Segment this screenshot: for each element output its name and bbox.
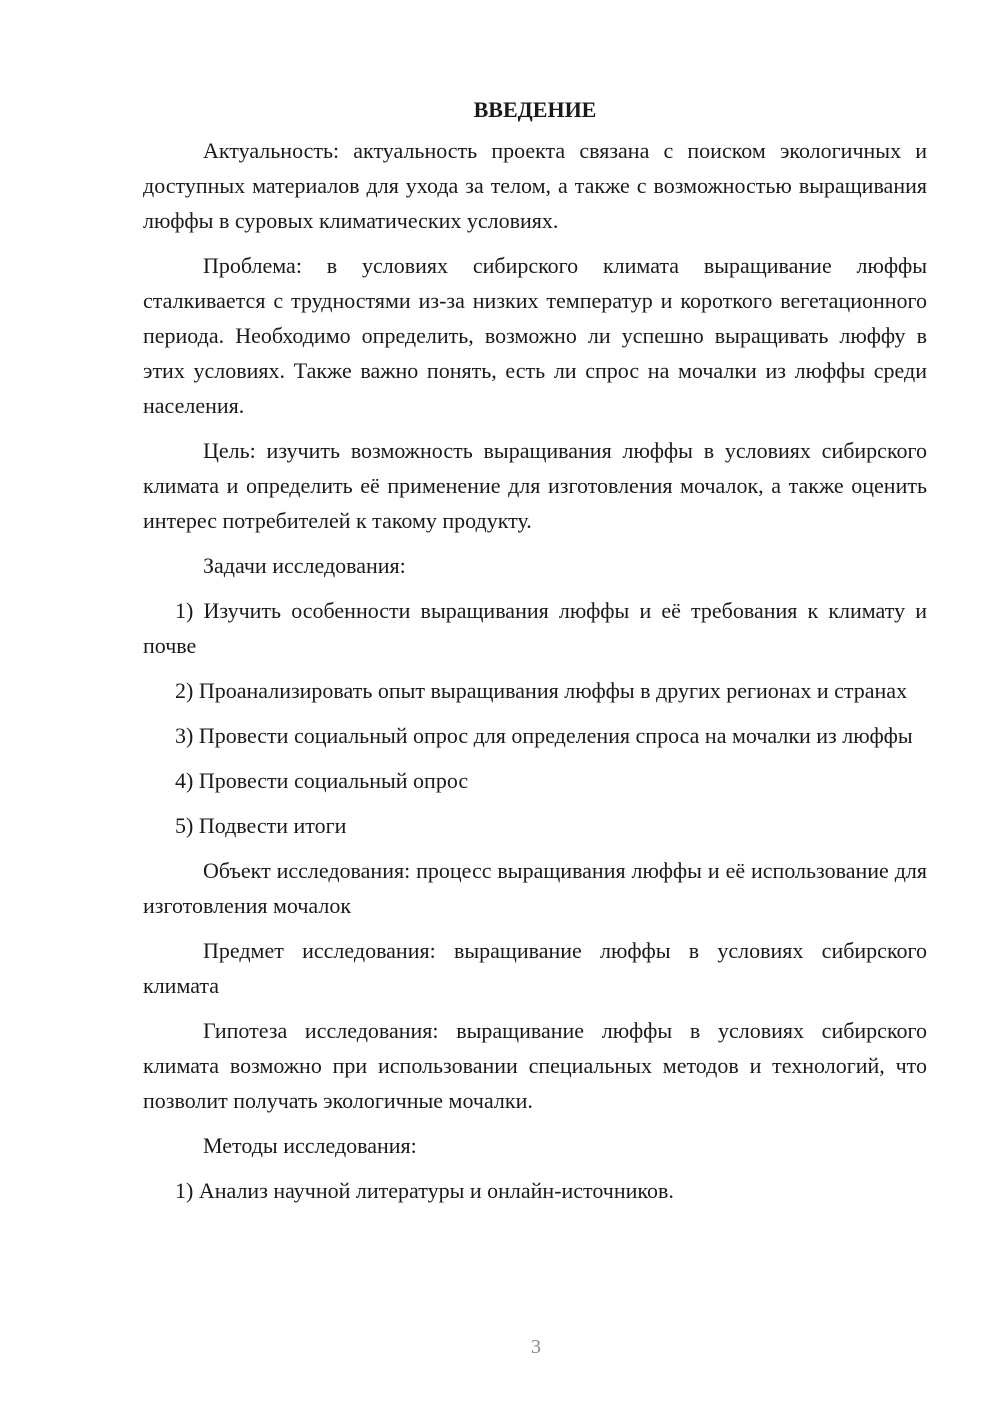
task-item: 4) Провести социальный опрос: [175, 768, 469, 793]
method-item: 1) Анализ научной литературы и онлайн-источников.: [175, 1178, 674, 1203]
goal-paragraph: Цель: изучить возможность выращивания люффы в условиях сибирского климата и определить её применение для изготовления мочалок, а также оценить интерес потребителей к такому продукту.: [143, 438, 927, 533]
section-title: ВВЕДЕНИЕ: [473, 97, 597, 122]
hypothesis-paragraph: Гипотеза исследования: выращивание люффы в условиях сибирского климата возможно при использовании специальных методов и технологий, что позволит получать экологичные мочалки.: [143, 1018, 927, 1113]
subject-paragraph: Предмет исследования: выращивание люффы в условиях сибирского климата: [143, 938, 927, 998]
task-item: 2) Проанализировать опыт выращивания люффы в других регионах и странах: [175, 678, 908, 703]
tasks-heading: Задачи исследования:: [203, 553, 406, 578]
relevance-paragraph: Актуальность: актуальность проекта связана с поиском экологичных и доступных материалов для ухода за телом, а также с возможностью выращивания люффы в суровых климатических условиях.: [143, 138, 927, 233]
problem-paragraph: Проблема: в условиях сибирского климата выращивание люффы сталкивается с трудностями из-за низких температур и короткого вегетационного периода. Необходимо определить, возможно ли успешно выращивать люффу в этих условиях. Также важно понять, есть ли спрос на мочалки из люффы среди населения.: [143, 253, 927, 418]
methods-heading: Методы исследования:: [203, 1133, 417, 1158]
page-number: 3: [531, 1336, 541, 1358]
object-paragraph: Объект исследования: процесс выращивания люффы и её использование для изготовления мочалок: [143, 858, 927, 918]
task-item: 1) Изучить особенности выращивания люффы и её требования к климату и почве: [143, 598, 927, 658]
task-item: 3) Провести социальный опрос для определения спроса на мочалки из люффы: [175, 723, 913, 748]
task-item: 5) Подвести итоги: [175, 813, 347, 838]
